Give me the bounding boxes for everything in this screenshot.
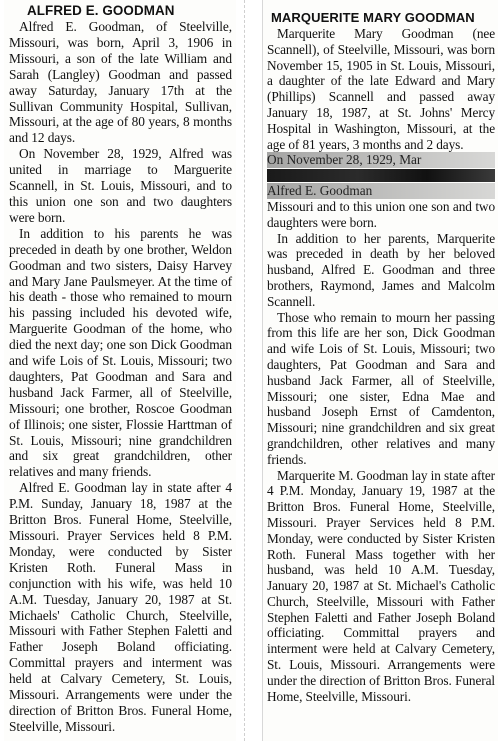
obituary-paragraph: Marquerite Mary Goodman (nee Scannell), of Steelville, Missouri, was born November 15, 1905 in St. Louis, Missouri, a daughter of the late Edward and Mary (Phillips) Scannell and passed away January 18, 1987, at St. Johns' Mercy Hospital in Washington, Missouri, at the age of 81 years, 3 months and 2 days. <box>267 26 495 152</box>
obituary-paragraph: Those who remain to mourn her passing from this life are her son, Dick Goodman and wife Lois of St. Louis, Missouri; two daughters, Pat Goodman and Sara and husband Jack Farmer, all of Steelville, Missouri; one sister, Edna Mae and husband Joseph Ernst of Camdenton, Missouri; nine grandchildren and six great grandchildren, other relatives and many friends. <box>267 309 495 467</box>
redaction-bar <box>267 169 495 182</box>
obituary-paragraph: On November 28, 1929, Alfred was united in marriage to Marguerite Scannell, in St. Louis, Missouri, and to this union one son and two daughters were born. <box>9 146 232 225</box>
obituary-paragraph: In addition to her parents, Marquerite was preceded in death by her beloved husband, Alfred E. Goodman and three brothers, Raymond, James and Malcolm Scannell. <box>267 230 495 309</box>
smudged-text-line: Alfred E. Goodman <box>267 183 495 199</box>
clipping-gap <box>244 0 255 741</box>
obituary-paragraph: Missouri and to this union one son and two daughters were born. <box>267 198 495 230</box>
obituary-headline: ALFRED E. GOODMAN <box>27 3 175 18</box>
smudged-text-line: On November 28, 1929, Mar <box>267 152 495 168</box>
obituary-paragraph: In addition to his parents he was preceded in death by one brother, Weldon Goodman and two sisters, Daisy Harvey and Mary Jane Paulsmeyer. At the time of his death - those who remained to mourn his passing included his devoted wife, Marguerite Goodman of the home, who died the next day; one son Dick Goodman and wife Lois of St. Louis, Missouri; two daughters, Pat Goodman and Sara and husband Jack Farmer, all of Steelville, Missouri; one brother, Roscoe Goodman of Illinois; one sister, Flossie Harttman of St. Louis, Missouri; nine grandchildren and six great grandchildren, other relatives and many friends. <box>9 225 232 480</box>
obituary-paragraph: Alfred E. Goodman lay in state after 4 P.M. Sunday, January 18, 1987 at the Britton Bros. Funeral Home, Steelville, Missouri. Prayer Services held 8 P.M. Monday, were conducted by Sister Kristen Roth. Funeral Mass in conjunction with his wife, was held 10 A.M. Tuesday, January 20, 1987 at St. Michaels' Catholic Church, Steelville, Missouri with Father Stephen Faletti and Father Joseph Boland officiating. Committal prayers and interment was held at Calvary Cemetery, St. Louis, Missouri. Arrangements were under the direction of Britton Bros. Funeral Home, Steelville, Missouri. <box>9 480 232 734</box>
obituary-paragraph: Marquerite M. Goodman lay in state after 4 P.M. Monday, January 19, 1987 at the Britton Bros. Funeral Home, Steelville, Missouri. Prayer Services held 8 P.M. Monday, were conducted by Sister Kristen Roth. Funeral Mass together with her husband, was held 10 A.M. Tuesday, January 20, 1987 at St. Michael's Catholic Church, Steelville, Missouri with Father Stephen Faletti and Father Joseph Boland officiating. Committal prayers and interment were held at Calvary Cemetery, St. Louis, Missouri. Arrangements were under the direction of Britton Bros. Funeral Home, Steelville, Missouri. <box>267 467 495 704</box>
obituary-headline: MARQUERITE MARY GOODMAN <box>271 10 475 25</box>
obituary-clipping-marquerite <box>262 0 498 741</box>
obituary-clipping-alfred <box>4 0 236 741</box>
obituary-paragraph: Alfred E. Goodman, of Steelville, Missouri, was born, April 3, 1906 in Missouri, a son of the late William and Sarah (Langley) Goodman and passed away Saturday, January 17th at the Sullivan Community Hospital, Sullivan, Missouri, at the age of 80 years, 8 months and 12 days. <box>9 19 232 146</box>
